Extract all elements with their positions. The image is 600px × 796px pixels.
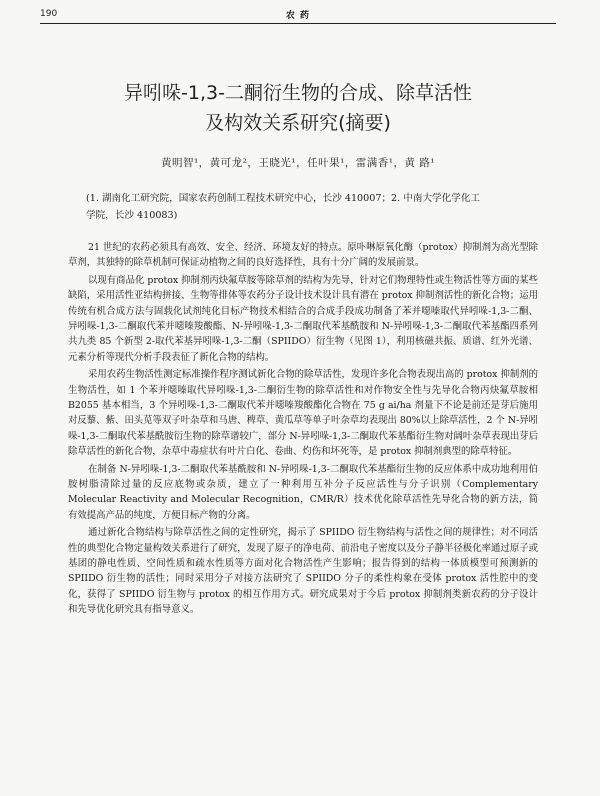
paragraph-2: 以现有商品化 protox 抑制剂丙炔氟草胺等除草剂的结构为先导，针对它们物理特性或生物活性等方面的某些缺陷，采用活性亚结构拼接、生物等排体等农药分子设计技术设计具有潜在 protox 抑制剂活性的新化合物；运用传统有机合成方法与固载化试剂纯化目标产物技术相结合的合成手段成功制备了苯并噁嗪取代异吲哚-1,3-二酮、异吲哚-1,3-二酮取代苯并噁嗪羧酸酯、N-异吲哚-1,3-二酮取代苯基酰胺和 N-异吲哚-1,3-二酮取代苯基酯四系列共九类 85 个新型 2-取代苯基异吲哚-1,3-二酮（SPIIDO）衍生物（见图 1），利用核磁共振、质谱、红外光谱、元素分析等现代分析手段表征了新化合物的结构。 — [68, 275, 538, 363]
author-list: 黄明智¹，黄可龙²，王晓光¹，任叶果¹，雷满香¹，黄 路¹ — [160, 157, 436, 169]
affiliation-line-2: 学院，长沙 410083) — [86, 210, 178, 221]
paper-title — [40, 78, 556, 138]
page-number: 190 — [40, 9, 58, 19]
title-line-1: 异吲哚-1,3-二酮衍生物的合成、除草活性 — [124, 82, 472, 104]
abstract-body — [68, 240, 538, 620]
paragraph-1: 21 世纪的农药必须具有高效、安全、经济、环境友好的特点。原卟啉原氧化酶（protox）抑制剂为高光型除草剂，其独特的除草机制可保证动植物之间的良好选择性，具有十分广阔的发展前景。 — [68, 242, 538, 269]
running-head: 农 药 — [285, 11, 311, 21]
paragraph-3: 采用农药生物活性测定标准操作程序测试新化合物的除草活性，发现许多化合物表现出高的 protox 抑制剂的生物活性，如 1 个苯并噁嗪取代异吲哚-1,3-二酮衍生物的除草活性和对作物安全性与先导化合物丙炔氟草胺相 B2055 基本相当，3 个异吲哚-1,3-二酮取代苯并噁嗪羧酸酯化合物在 75 g ai/ha 剂量下不论是前还是芽后施用对反藜、紫、田头苋等双子叶杂草和马唐、稗草、黄瓜草等单子叶杂草均表现出 80%以上除草活性，2 个 N-异吲哚-1,3-二酮取代苯基酰胺衍生物的除草谱较广，部分 N-异吲哚-1,3-二酮取代苯基酯衍生物对阔叶杂草表现出芽后除草活性的新化合物，杂草中毒症状有叶片白化、卷曲、灼伤和坏死等，是 protox 抑制剂典型的除草特征。 — [68, 369, 538, 457]
title-line-2: 及构效关系研究(摘要) — [205, 112, 391, 134]
affiliation-line-1: (1. 湖南化工研究院，国家农药创制工程技术研究中心，长沙 410007；2. 中南大学化学化工 — [86, 193, 481, 204]
paragraph-4: 在制备 N-异吲哚-1,3-二酮取代苯基酰胺和 N-异吲哚-1,3-二酮取代苯基酯衍生物的反应体系中成功地利用伯胺树脂清除过量的反应底物或杂质，建立了一种利用互补分子反应活性与分子识别（Complementary Molecular Reactivity and Molecular Recognition，CMR/R）技术优化除草活性先导化合物的新方法，简有效提高产品的纯度，方便目标产物的分离。 — [68, 463, 538, 521]
page-header — [40, 7, 556, 24]
affiliation — [86, 190, 538, 224]
paragraph-5: 通过新化合物结构与除草活性之间的定性研究，揭示了 SPIIDO 衍生物结构与活性之间的规律性；对不同活性的典型化合物定量构效关系进行了研究，发现了原子的净电荷、前沿电子密度以及分子静半径极化率通过原子或基团的静电性质、空间性质和疏水性质等方面对化合物活性产生影响；报告得到的结构一体质模型可预测新的 SPIIDO 衍生物的活性；同时采用分子对接方法研究了 SPIIDO 分子的柔性构象在受体 protox 活性腔中的变化，获得了 SPIIDO 衍生物与 protox 的相互作用方式。研究成果对于今后 protox 抑制剂类新农药的分子设计和先导优化研究具有指导意义。 — [68, 527, 538, 615]
